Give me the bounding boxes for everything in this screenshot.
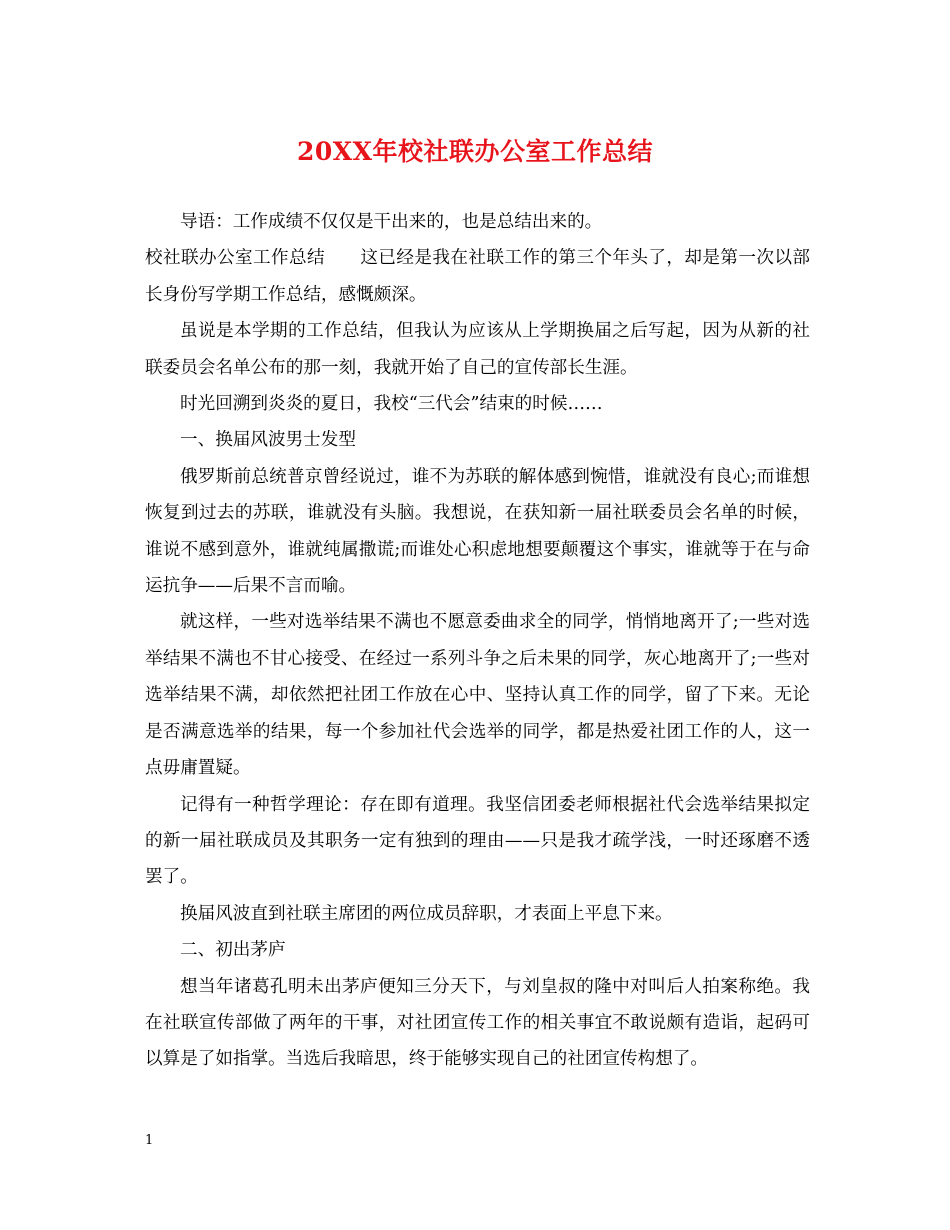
intro-paragraph: 导语：工作成绩不仅仅是干出来的，也是总结出来的。	[180, 212, 603, 232]
section-heading-2: 二、初出茅庐	[180, 940, 286, 961]
document-body	[145, 204, 810, 1078]
paragraph-1: 虽说是本学期的工作总结，但我认为应该从上学期换届之后写起，因为从新的社联委员会名单公布的那一刻，我就开始了自己的宣传部长生涯。	[145, 321, 810, 378]
paragraph-3: 俄罗斯前总统普京曾经说过，谁不为苏联的解体感到惋惜，谁就没有良心;而谁想恢复到过去的苏联，谁就没有头脑。我想说，在获知新一届社联委员会名单的时候，谁说不感到意外，谁就纯属撒谎;而谁处心积虑地想要颠覆这个事实，谁就等于在与命运抗争——后果不言而喻。	[145, 466, 810, 597]
paragraph-2: 时光回溯到炎炎的夏日，我校“三代会”结束的时候……	[180, 394, 603, 415]
opening-text: 这已经是我在社联工作的第三个年头了，却是第一次以部长身份写学期工作总结，感慨颇深。	[145, 248, 810, 305]
paragraph-6: 换届风波直到社联主席团的两位成员辞职，才表面上平息下来。	[180, 903, 673, 924]
section-heading-1: 一、换届风波男士发型	[180, 430, 356, 451]
subtitle-text: 校社联办公室工作总结	[145, 248, 325, 269]
paragraph-7: 想当年诸葛孔明未出茅庐便知三分天下，与刘皇叔的隆中对叫后人拍案称绝。我在社联宣传部做了两年的干事，对社团宣传工作的相关事宜不敢说颇有造诣，起码可以算是了如指掌。当选后我暗思，终于能够实现自己的社团宣传构想了。	[145, 976, 810, 1070]
document-title: 20XX年校社联办公室工作总结	[296, 137, 654, 166]
page-number: 1	[145, 1133, 154, 1148]
paragraph-5: 记得有一种哲学理论：存在即有道理。我坚信团委老师根据社代会选举结果拟定的新一届社联成员及其职务一定有独到的理由——只是我才疏学浅，一时还琢磨不透罢了。	[145, 794, 810, 888]
paragraph-4: 就这样，一些对选举结果不满也不愿意委曲求全的同学，悄悄地离开了;一些对选举结果不满也不甘心接受、在经过一系列斗争之后未果的同学，灰心地离开了;一些对选举结果不满，却依然把社团工作放在心中、坚持认真工作的同学，留了下来。无论是否满意选举的结果，每一个参加社代会选举的同学，都是热爱社团工作的人，这一点毋庸置疑。	[145, 612, 810, 779]
opening-paragraph	[145, 240, 810, 313]
